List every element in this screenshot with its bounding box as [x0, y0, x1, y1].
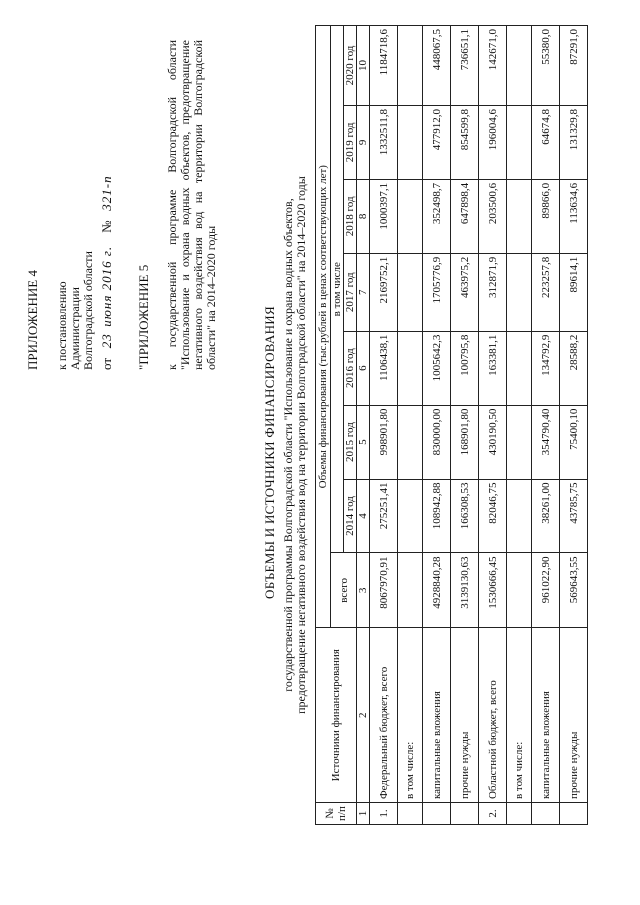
- cell-total: 4928840,28: [423, 553, 451, 628]
- cell-total: 1530666,45: [479, 553, 507, 628]
- cell-year-value: 275251,41: [370, 479, 398, 553]
- cell-year-value: 142671,0: [479, 26, 507, 106]
- row-index: [423, 803, 451, 825]
- cell-year-value: 1106438,1: [370, 331, 398, 405]
- cell-year-value: 463975,2: [451, 253, 479, 331]
- column-number: 2: [357, 628, 370, 803]
- header-volumes: Объемы финансирования (тыс.рублей в ценах соответствующих лет): [316, 26, 331, 628]
- cell-year-value: [507, 179, 532, 253]
- cell-year-value: 830000,00: [423, 405, 451, 479]
- cell-year-value: [398, 405, 423, 479]
- table-row: [370, 26, 398, 825]
- cell-year-value: 1000397,1: [370, 179, 398, 253]
- cell-year-value: 100795,8: [451, 331, 479, 405]
- resolution-date-line: [100, 70, 113, 370]
- cell-year-value: 28588,2: [560, 331, 588, 405]
- row-index: [560, 803, 588, 825]
- table-row: [479, 26, 507, 825]
- row-index: [398, 803, 423, 825]
- appendix-title: ПРИЛОЖЕНИЕ 4: [25, 270, 40, 370]
- row-note-label: в том числе:: [507, 628, 532, 803]
- cell-total: [507, 553, 532, 628]
- row-label: прочие нужды: [451, 628, 479, 803]
- cell-year-value: 354790,40: [532, 405, 560, 479]
- row-label: капитальные вложения: [532, 628, 560, 803]
- cell-year-value: [507, 105, 532, 179]
- cell-year-value: 131329,8: [560, 105, 588, 179]
- cell-year-value: [398, 179, 423, 253]
- cell-year-value: 166308,53: [451, 479, 479, 553]
- cell-year-value: 448067,5: [423, 26, 451, 106]
- cell-total: 8067970,91: [370, 553, 398, 628]
- cell-year-value: 163381,1: [479, 331, 507, 405]
- cell-year-value: 223257,8: [532, 253, 560, 331]
- column-numbers-row: [357, 26, 370, 825]
- table-row: [560, 26, 588, 825]
- cell-year-value: 430190,50: [479, 405, 507, 479]
- cell-year-value: 75400,10: [560, 405, 588, 479]
- cell-year-value: 64674,8: [532, 105, 560, 179]
- cell-year-value: 203500,6: [479, 179, 507, 253]
- cell-year-value: 82046,75: [479, 479, 507, 553]
- cell-year-value: 998901,80: [370, 405, 398, 479]
- cell-year-value: 196004,6: [479, 105, 507, 179]
- header-source: Источники финансирования: [316, 628, 357, 803]
- column-number: 8: [357, 179, 370, 253]
- row-label: Областной бюджет, всего: [479, 628, 507, 803]
- document-title: ОБЪЕМЫ И ИСТОЧНИКИ ФИНАНСИРОВАНИЯ: [262, 306, 277, 599]
- column-number: 1: [357, 803, 370, 825]
- cell-year-value: 477912,0: [423, 105, 451, 179]
- cell-year-value: 134792,9: [532, 331, 560, 405]
- row-index: [532, 803, 560, 825]
- resolution-reference: [56, 170, 95, 370]
- date-prefix: от: [99, 357, 114, 370]
- cell-total: 569643,55: [560, 553, 588, 628]
- cell-total: 3139130,63: [451, 553, 479, 628]
- header-year: 2015 год: [344, 405, 357, 479]
- date-month-year: июня 2016 г.: [99, 245, 114, 327]
- row-note-label: в том числе:: [398, 628, 423, 803]
- cell-year-value: 352498,7: [423, 179, 451, 253]
- cell-year-value: [507, 479, 532, 553]
- table-note-row: [398, 26, 423, 825]
- cell-year-value: 168901,80: [451, 405, 479, 479]
- row-label: Федеральный бюджет, всего: [370, 628, 398, 803]
- cell-year-value: [507, 26, 532, 106]
- resolution-number: 321-п: [99, 175, 114, 211]
- cell-total: 961022,90: [532, 553, 560, 628]
- cell-year-value: [398, 479, 423, 553]
- column-number: 7: [357, 253, 370, 331]
- column-number: 9: [357, 105, 370, 179]
- cell-year-value: 113634,6: [560, 179, 588, 253]
- header-year: 2017 год: [344, 253, 357, 331]
- cell-year-value: 55380,0: [532, 26, 560, 106]
- table-header-row: [316, 26, 331, 825]
- header-year: 2019 год: [344, 105, 357, 179]
- cell-year-value: [507, 405, 532, 479]
- cell-year-value: [398, 253, 423, 331]
- header-total: всего: [331, 553, 357, 628]
- cell-year-value: [507, 331, 532, 405]
- cell-year-value: 43785,75: [560, 479, 588, 553]
- table-row: [451, 26, 479, 825]
- header-year: 2016 год: [344, 331, 357, 405]
- header-year: 2014 год: [344, 479, 357, 553]
- row-label: капитальные вложения: [423, 628, 451, 803]
- row-index: 1.: [370, 803, 398, 825]
- cell-year-value: 108942,88: [423, 479, 451, 553]
- table-row: [532, 26, 560, 825]
- column-number: 4: [357, 479, 370, 553]
- cell-year-value: 647898,4: [451, 179, 479, 253]
- header-including: в том числе: [331, 26, 344, 553]
- row-index: [451, 803, 479, 825]
- row-index: 2.: [479, 803, 507, 825]
- cell-year-value: 1332511,8: [370, 105, 398, 179]
- row-label: прочие нужды: [560, 628, 588, 803]
- date-day: 23: [99, 333, 114, 349]
- cell-year-value: 89866,0: [532, 179, 560, 253]
- previous-appendix-title: "ПРИЛОЖЕНИЕ 5: [136, 264, 151, 370]
- column-number: 5: [357, 405, 370, 479]
- cell-total: [398, 553, 423, 628]
- cell-year-value: 1184718,6: [370, 26, 398, 106]
- financing-table: [315, 25, 588, 825]
- header-year: 2018 год: [344, 179, 357, 253]
- cell-year-value: [507, 253, 532, 331]
- header-number: № п/п: [316, 803, 357, 825]
- header-year: 2020 год: [344, 26, 357, 106]
- number-sign: №: [99, 220, 114, 233]
- cell-year-value: 312871,9: [479, 253, 507, 331]
- resolution-line-1: к постановлению: [55, 281, 69, 370]
- cell-year-value: 1705776,9: [423, 253, 451, 331]
- document-subtitle: государственной программы Волгоградской области "Использование и охрана водных объектов, предотвращение негативного воздействия вод на территории Волгоградской области" на 2014–2020 годы: [281, 176, 308, 714]
- cell-year-value: 38261,00: [532, 479, 560, 553]
- column-number: 10: [357, 26, 370, 106]
- cell-year-value: 87291,0: [560, 26, 588, 106]
- resolution-line-2: Администрации: [68, 287, 82, 370]
- column-number: 3: [357, 553, 370, 628]
- cell-year-value: 2169752,1: [370, 253, 398, 331]
- cell-year-value: 736651,1: [451, 26, 479, 106]
- cell-year-value: [398, 331, 423, 405]
- cell-year-value: 89614,1: [560, 253, 588, 331]
- cell-year-value: 1005642,3: [423, 331, 451, 405]
- cell-year-value: [398, 105, 423, 179]
- row-index: [507, 803, 532, 825]
- program-reference: к государственной программе Волгоградской области "Использование и охрана водных объектов, предотвращение негативного воздействия вод на территории Волгоградской области" на 2014–2020 годы: [165, 40, 218, 370]
- table-body: [370, 26, 588, 825]
- table-row: [423, 26, 451, 825]
- cell-year-value: [398, 26, 423, 106]
- resolution-line-3: Волгоградской области: [81, 251, 95, 370]
- column-number: 6: [357, 331, 370, 405]
- table-note-row: [507, 26, 532, 825]
- cell-year-value: 854599,8: [451, 105, 479, 179]
